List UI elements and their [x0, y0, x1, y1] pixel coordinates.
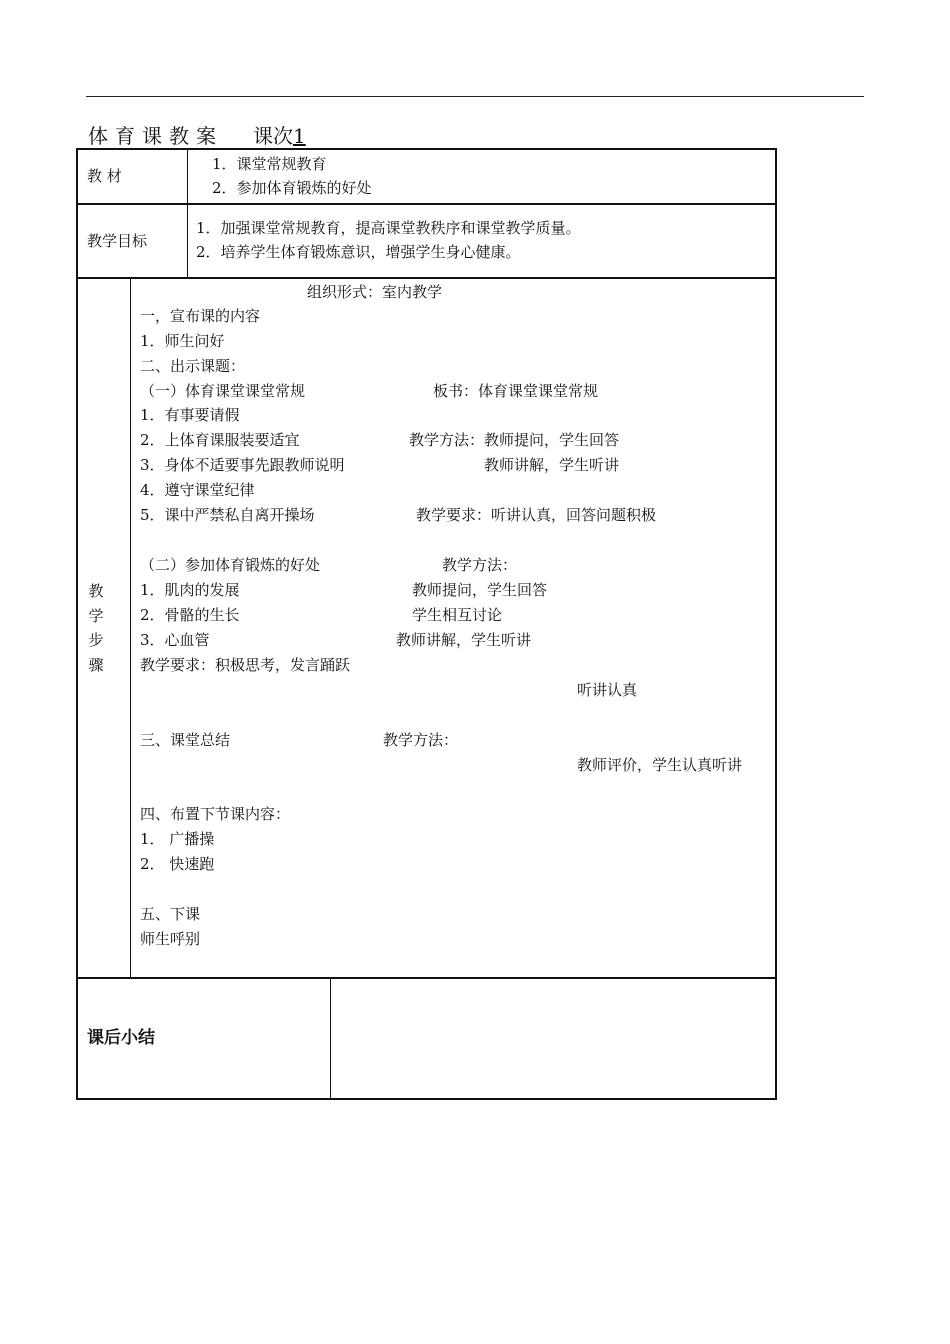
section-heading: 三、课堂总结 — [140, 731, 231, 749]
summary-label: 课后小结 — [87, 1028, 155, 1048]
step-item: 2．骨骼的生长 — [140, 606, 240, 624]
section-heading: 四、布置下节课内容： — [140, 805, 291, 823]
summary-row — [76, 977, 777, 1100]
materials-label: 教 材 — [87, 167, 122, 185]
materials-item: 1．课堂常规教育 — [212, 155, 327, 173]
objectives-label: 教学目标 — [87, 232, 148, 250]
step-item: 3．身体不适要事先跟教师说明 — [140, 456, 345, 474]
doc-title — [88, 124, 306, 148]
org-form: 组织形式：室内教学 — [307, 283, 443, 301]
step-item: 1．肌肉的发展 — [140, 581, 240, 599]
step-item: 师生呼别 — [140, 930, 201, 948]
method-note: 教学方法： — [442, 556, 518, 574]
lesson-number: 1 — [293, 124, 306, 148]
header-rule — [86, 96, 864, 97]
requirement-note: 听讲认真 — [577, 681, 638, 699]
requirement-note: 教学要求：积极思考，发言踊跃 — [140, 656, 351, 674]
step-item: 1． 广播操 — [140, 830, 215, 848]
board-note: 板书：体育课堂课堂常规 — [433, 382, 599, 400]
step-item: 3．心血管 — [140, 631, 210, 649]
materials-item: 2．参加体育锻炼的好处 — [212, 179, 372, 197]
requirement-note: 教学要求：听讲认真，回答问题积极 — [416, 506, 657, 524]
lesson-label: 课次 — [253, 124, 293, 148]
step-item: 1．师生问好 — [140, 332, 225, 350]
step-item: 5．课中严禁私自离开操场 — [140, 506, 315, 524]
objective-item: 1．加强课堂常规教育，提高课堂教秩序和课堂教学质量。 — [196, 219, 581, 237]
step-item: 2． 快速跑 — [140, 855, 215, 873]
objectives-row — [76, 203, 777, 279]
method-note: 教学方法： — [383, 731, 459, 749]
method-note: 教师评价，学生认真听讲 — [577, 756, 743, 774]
step-item: 4．遵守课堂纪律 — [140, 481, 255, 499]
steps-label-char: 学 — [88, 606, 104, 625]
method-note: 学生相互讨论 — [412, 606, 503, 624]
doc-title-text: 体育课教案 — [88, 124, 223, 148]
steps-divider — [130, 278, 131, 978]
materials-row — [76, 148, 777, 205]
step-item: 2．上体育课服装要适宜 — [140, 431, 300, 449]
method-note: 教学方法：教师提问，学生回答 — [409, 431, 620, 449]
step-item: 1．有事要请假 — [140, 406, 240, 424]
steps-label-char: 骤 — [88, 655, 104, 674]
steps-label-char: 教 — [88, 582, 104, 600]
objectives-divider — [187, 204, 188, 278]
method-note: 教师提问，学生回答 — [412, 581, 548, 599]
method-note: 教师讲解，学生听讲 — [484, 456, 620, 474]
section-heading: 二、出示课题： — [140, 357, 246, 375]
section-heading: 五、下课 — [140, 905, 201, 923]
part-heading: （二）参加体育锻炼的好处 — [140, 556, 321, 574]
steps-label — [86, 579, 106, 677]
objective-item: 2．培养学生体育锻炼意识，增强学生身心健康。 — [196, 243, 521, 261]
steps-label-char: 步 — [88, 631, 104, 649]
section-heading: 一，宣布课的内容 — [140, 307, 261, 325]
summary-divider — [330, 978, 331, 1099]
part-heading: （一）体育课堂课堂常规 — [140, 382, 306, 400]
method-note: 教师讲解，学生听讲 — [396, 631, 532, 649]
materials-divider — [187, 149, 188, 204]
